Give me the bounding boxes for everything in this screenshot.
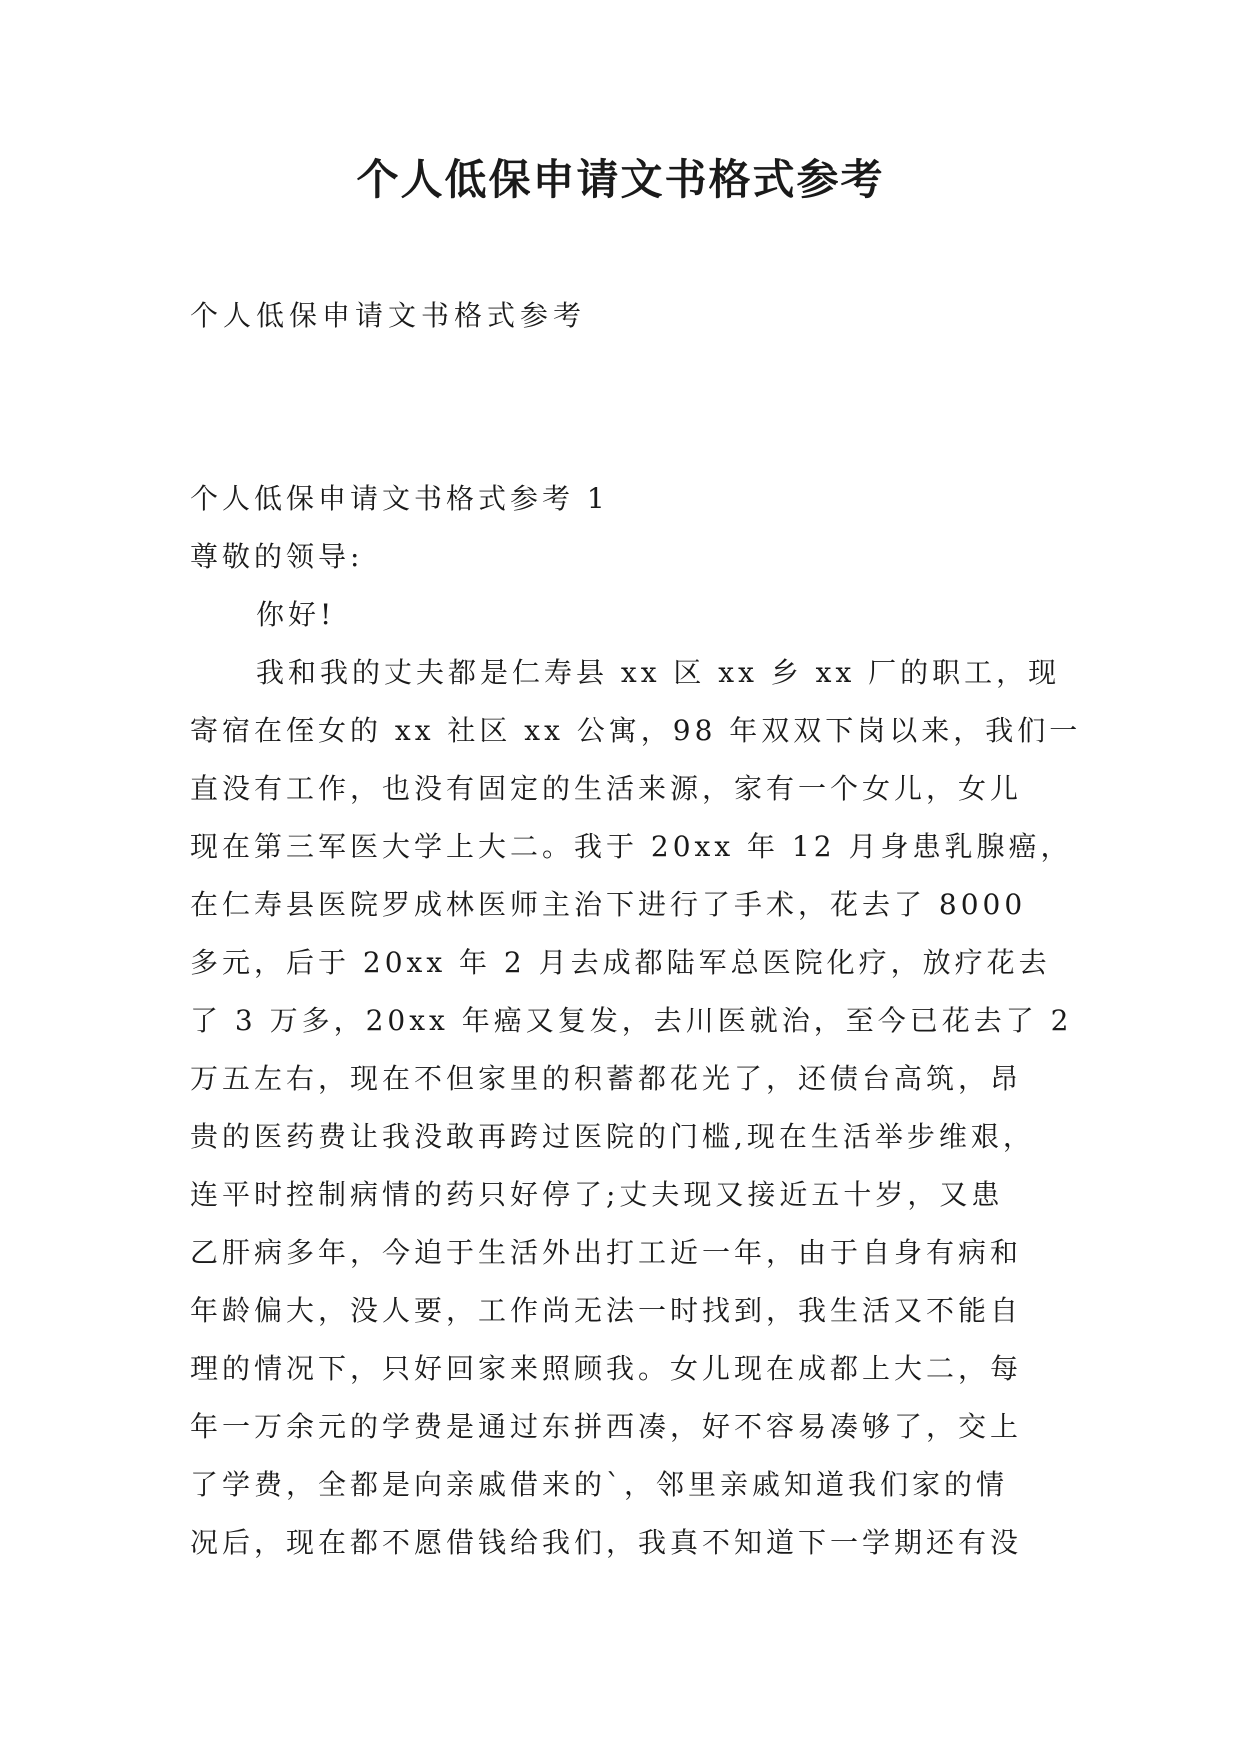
- body-paragraph: [190, 644, 1082, 1572]
- paragraph-line: 理的情况下，只好回家来照顾我。女儿现在成都上大二，每: [190, 1352, 1023, 1385]
- paragraph-line: 直没有工作，也没有固定的生活来源，家有一个女儿，女儿: [190, 772, 1023, 805]
- paragraph-line: 乙肝病多年，今迫于生活外出打工近一年，由于自身有病和: [190, 1236, 1023, 1269]
- document-body: [190, 470, 1082, 1572]
- greeting: 你好!: [256, 598, 336, 631]
- paragraph-line: 在仁寿县医院罗成林医师主治下进行了手术，花去了 8000: [190, 888, 1027, 921]
- paragraph-line: 了学费，全都是向亲戚借来的`，邻里亲戚知道我们家的情: [190, 1468, 1009, 1501]
- paragraph-line: 现在第三军医大学上大二。我于 20xx 年 12 月身患乳腺癌，: [190, 830, 1073, 863]
- document-title: 个人低保申请文书格式参考: [356, 155, 885, 204]
- paragraph-line: 年龄偏大，没人要，工作尚无法一时找到，我生活又不能自: [190, 1294, 1023, 1327]
- paragraph-line: 万五左右，现在不但家里的积蓄都花光了，还债台高筑，昂: [190, 1062, 1023, 1095]
- document-subtitle: 个人低保申请文书格式参考: [190, 299, 587, 332]
- paragraph-line: 贵的医药费让我没敢再跨过医院的门槛,现在生活举步维艰，: [190, 1120, 1035, 1153]
- salutation: 尊敬的领导:: [190, 540, 364, 573]
- paragraph-line: 年一万余元的学费是通过东拼西凑，好不容易凑够了，交上: [190, 1410, 1023, 1443]
- paragraph-line: 连平时控制病情的药只好停了;丈夫现又接近五十岁，又患: [190, 1178, 1004, 1211]
- paragraph-line: 况后，现在都不愿借钱给我们，我真不知道下一学期还有没: [190, 1526, 1023, 1559]
- paragraph-line: 寄宿在侄女的 xx 社区 xx 公寓，98 年双双下岗以来，我们一: [190, 714, 1082, 747]
- paragraph-line: 了 3 万多，20xx 年癌又复发，去川医就治，至今已花去了 2: [190, 1004, 1073, 1037]
- section-heading: 个人低保申请文书格式参考 1: [190, 482, 609, 515]
- paragraph-line: 我和我的丈夫都是仁寿县 xx 区 xx 乡 xx 厂的职工，现: [256, 656, 1061, 689]
- paragraph-line: 多元，后于 20xx 年 2 月去成都陆军总医院化疗，放疗花去: [190, 946, 1051, 979]
